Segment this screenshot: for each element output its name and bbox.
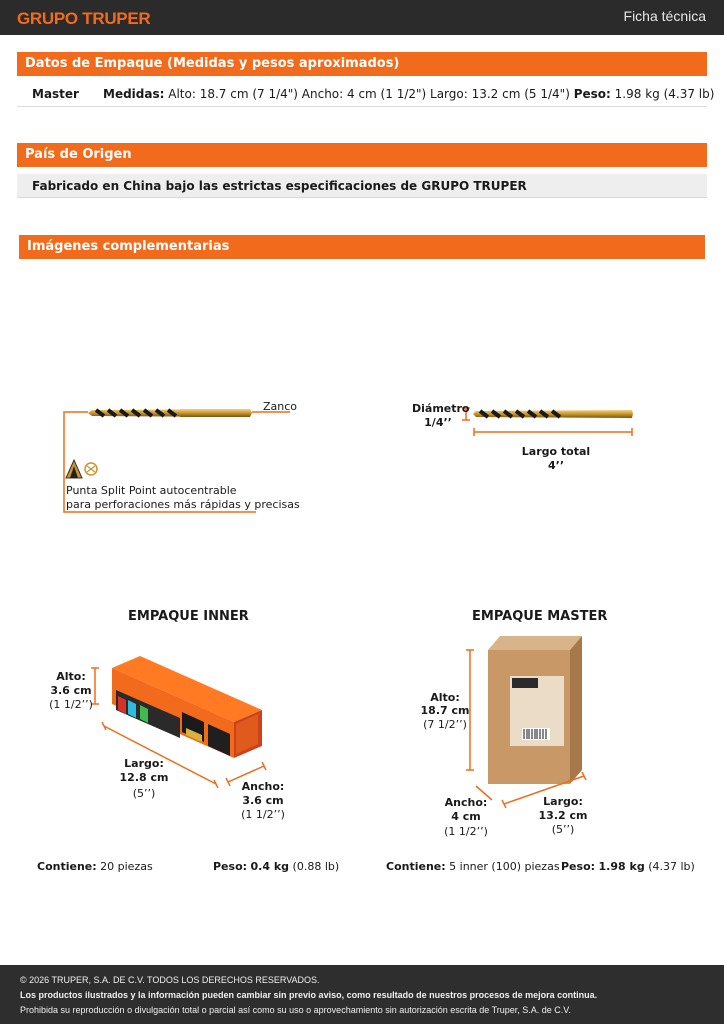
shank-label: Zanco <box>263 400 298 413</box>
master-length-cm: 13.2 cm <box>538 809 588 822</box>
tip-caption-line1: Punta Split Point autocentrable <box>66 484 237 497</box>
weight-value: 1.98 kg (4.37 lb) <box>614 87 715 101</box>
inner-width-label: Ancho: <box>241 780 285 793</box>
measures-value: Alto: 18.7 cm (7 1/4") Ancho: 4 cm (1 1/2") Largo: 13.2 cm (5 1/4") <box>168 87 570 101</box>
master-height-in: (7 1/2’’) <box>423 718 467 731</box>
images-section-title: Imágenes complementarias <box>19 235 705 259</box>
master-length-label: Largo: <box>543 795 583 808</box>
master-length-in: (5’’) <box>551 823 575 836</box>
master-width-cm: 4 cm <box>451 810 481 823</box>
brand-logo: GRUPO TRUPER <box>17 9 151 28</box>
footer-legal: Prohibida su reproducción o divulgación total o parcial así como su uso o aprovechamiento sin autorización escrita de Truper, S.A. de C.V. <box>20 1005 571 1015</box>
split-point-tip-icon <box>66 460 97 478</box>
length-marker <box>474 428 632 436</box>
packaging-section-title: Datos de Empaque (Medidas y pesos aproximados) <box>17 52 707 76</box>
inner-width-in: (1 1/2’’) <box>241 808 285 821</box>
inner-weight-value: 0.4 kg <box>250 860 290 873</box>
master-width-in: (1 1/2’’) <box>444 825 488 838</box>
inner-length-label: Largo: <box>124 757 164 770</box>
inner-height-cm: 3.6 cm <box>50 684 92 697</box>
measures-label: Medidas: <box>103 87 165 101</box>
inner-weight <box>213 860 339 874</box>
diameter-label: Diámetro <box>412 402 470 415</box>
inner-length-in: (5’’) <box>132 787 156 800</box>
master-contents-value: 5 inner (100) piezas <box>449 860 560 873</box>
document-type: Ficha técnica <box>623 8 706 24</box>
origin-section-title: País de Origen <box>17 143 707 167</box>
diameter-value: 1/4’’ <box>424 416 452 429</box>
master-label: Master <box>32 87 79 101</box>
inner-length-cm: 12.8 cm <box>119 771 169 784</box>
inner-height-label: Alto: <box>56 670 86 683</box>
inner-contents-value: 20 piezas <box>100 860 153 873</box>
inner-height-in: (1 1/2’’) <box>49 698 93 711</box>
total-length-label: Largo total <box>521 445 591 458</box>
master-weight <box>561 860 695 874</box>
master-height-label: Alto: <box>430 691 460 704</box>
tip-caption-line2: para perforaciones más rápidas y precisas <box>66 498 300 511</box>
master-weight-value: 1.98 kg <box>598 860 645 873</box>
master-contents <box>386 860 560 874</box>
inner-package-image <box>112 656 262 770</box>
master-weight-label: Peso: <box>561 860 596 873</box>
weight-label: Peso: <box>573 87 611 101</box>
footer <box>0 965 724 1024</box>
master-width-label: Ancho: <box>444 796 488 809</box>
inner-contents-label: Contiene: <box>37 860 97 873</box>
inner-weight-lb: (0.88 lb) <box>292 860 340 873</box>
inner-width-cm: 3.6 cm <box>242 794 284 807</box>
inner-contents <box>37 860 153 874</box>
footer-copyright: © 2026 TRUPER, S.A. DE C.V. TODOS LOS DERECHOS RESERVADOS. <box>20 975 320 985</box>
inner-weight-label: Peso: <box>213 860 248 873</box>
master-contents-label: Contiene: <box>386 860 446 873</box>
total-length-value: 4’’ <box>547 459 564 472</box>
master-weight-lb: (4.37 lb) <box>648 860 695 873</box>
master-height-cm: 18.7 cm <box>420 704 470 717</box>
drill-bit-left <box>88 409 252 417</box>
origin-text: Fabricado en China bajo las estrictas especificaciones de GRUPO TRUPER <box>32 179 527 193</box>
master-package-title: EMPAQUE MASTER <box>472 609 608 624</box>
drill-bit-right <box>473 410 633 418</box>
footer-notice: Los productos ilustrados y la información pueden cambiar sin previo aviso, como resultado de nuestros procesos de mejora continua. <box>20 990 598 1000</box>
inner-package-title: EMPAQUE INNER <box>128 609 249 624</box>
master-package-image <box>488 636 582 784</box>
